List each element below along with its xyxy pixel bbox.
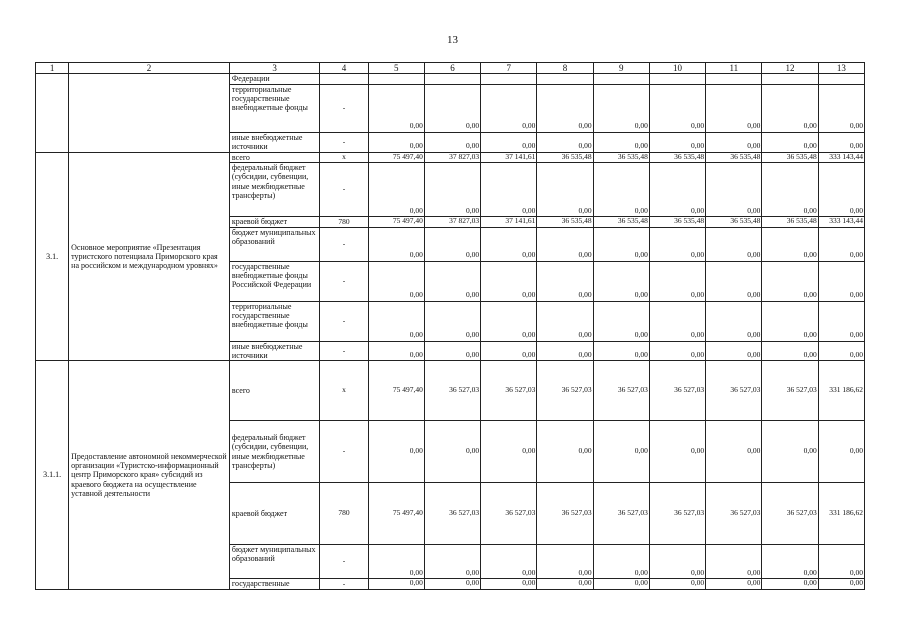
value-cell: 0,00: [424, 301, 480, 341]
value-cell: 0,00: [368, 301, 424, 341]
value-cell: 0,00: [537, 421, 593, 483]
source-cell: иные внебюджетные источники: [229, 341, 319, 360]
value-cell: 333 143,44: [818, 152, 864, 163]
header-cell: 9: [593, 63, 649, 74]
value-cell: 0,00: [818, 227, 864, 261]
value-cell: 0,00: [368, 341, 424, 360]
value-cell: 36 527,03: [424, 483, 480, 545]
value-cell: 0,00: [706, 301, 762, 341]
source-cell: бюджет муниципальных образований: [229, 227, 319, 261]
source-cell: всего: [229, 361, 319, 421]
section-number: 3.1.1.: [36, 361, 69, 590]
value-cell: 36 527,03: [424, 361, 480, 421]
value-cell: 36 527,03: [481, 483, 537, 545]
value-cell: 0,00: [762, 421, 818, 483]
value-cell: 37 141,61: [481, 217, 537, 228]
value-cell: 0,00: [649, 163, 705, 217]
value-cell: 0,00: [593, 84, 649, 132]
source-cell: всего: [229, 152, 319, 163]
code-cell: 780: [320, 217, 368, 228]
value-cell: 0,00: [818, 545, 864, 579]
code-cell: х: [320, 152, 368, 163]
value-cell: 0,00: [593, 132, 649, 152]
source-cell: краевой бюджет: [229, 483, 319, 545]
value-cell: 36 527,03: [537, 483, 593, 545]
value-cell: 0,00: [818, 421, 864, 483]
value-cell: 36 535,48: [762, 217, 818, 228]
value-cell: 0,00: [424, 163, 480, 217]
header-cell: 1: [36, 63, 69, 74]
code-cell: 780: [320, 483, 368, 545]
value-cell: [762, 74, 818, 84]
source-cell: краевой бюджет: [229, 217, 319, 228]
value-cell: 37 141,61: [481, 152, 537, 163]
code-cell: [320, 74, 368, 84]
value-cell: 0,00: [424, 421, 480, 483]
value-cell: 0,00: [537, 132, 593, 152]
value-cell: 36 527,03: [649, 361, 705, 421]
value-cell: 0,00: [649, 261, 705, 301]
value-cell: 0,00: [537, 301, 593, 341]
value-cell: 0,00: [481, 84, 537, 132]
value-cell: 0,00: [537, 84, 593, 132]
header-cell: 5: [368, 63, 424, 74]
value-cell: 0,00: [706, 84, 762, 132]
value-cell: 36 535,48: [593, 152, 649, 163]
value-cell: 0,00: [818, 163, 864, 217]
value-cell: 0,00: [762, 545, 818, 579]
code-cell: -: [320, 421, 368, 483]
value-cell: 0,00: [368, 545, 424, 579]
value-cell: 0,00: [593, 545, 649, 579]
source-cell: территориальные государственные внебюджетные фонды: [229, 84, 319, 132]
value-cell: 0,00: [481, 421, 537, 483]
value-cell: 37 827,03: [424, 152, 480, 163]
value-cell: 0,00: [818, 261, 864, 301]
value-cell: 0,00: [481, 132, 537, 152]
value-cell: 0,00: [818, 132, 864, 152]
source-cell: территориальные государственные внебюджетные фонды: [229, 301, 319, 341]
value-cell: 0,00: [368, 579, 424, 590]
value-cell: 0,00: [368, 227, 424, 261]
value-cell: 75 497,40: [368, 152, 424, 163]
value-cell: 0,00: [649, 341, 705, 360]
name-cell-empty: [69, 74, 230, 152]
header-cell: 12: [762, 63, 818, 74]
value-cell: 0,00: [649, 84, 705, 132]
code-cell: -: [320, 579, 368, 590]
number-cell-empty: [36, 74, 69, 152]
value-cell: 0,00: [424, 261, 480, 301]
value-cell: 0,00: [818, 301, 864, 341]
value-cell: 0,00: [818, 84, 864, 132]
table-row: [36, 152, 865, 163]
value-cell: 0,00: [762, 301, 818, 341]
code-cell: -: [320, 84, 368, 132]
value-cell: 0,00: [368, 421, 424, 483]
value-cell: 0,00: [368, 84, 424, 132]
value-cell: 0,00: [762, 163, 818, 217]
table-row: [36, 361, 865, 421]
code-cell: -: [320, 301, 368, 341]
value-cell: 36 527,03: [537, 361, 593, 421]
header-cell: 8: [537, 63, 593, 74]
value-cell: 0,00: [481, 341, 537, 360]
value-cell: 0,00: [818, 341, 864, 360]
value-cell: 0,00: [537, 261, 593, 301]
value-cell: 0,00: [706, 341, 762, 360]
value-cell: 0,00: [706, 545, 762, 579]
value-cell: 75 497,40: [368, 361, 424, 421]
header-cell: 11: [706, 63, 762, 74]
source-cell: государственные: [229, 579, 319, 590]
header-cell: 10: [649, 63, 705, 74]
value-cell: 0,00: [424, 84, 480, 132]
code-cell: -: [320, 163, 368, 217]
value-cell: 0,00: [649, 227, 705, 261]
value-cell: 0,00: [649, 545, 705, 579]
value-cell: 36 535,48: [649, 152, 705, 163]
value-cell: 0,00: [762, 579, 818, 590]
value-cell: [424, 74, 480, 84]
value-cell: 0,00: [762, 84, 818, 132]
value-cell: 0,00: [706, 163, 762, 217]
value-cell: 0,00: [368, 163, 424, 217]
value-cell: 0,00: [593, 163, 649, 217]
value-cell: 0,00: [593, 227, 649, 261]
header-cell: 7: [481, 63, 537, 74]
value-cell: 0,00: [649, 132, 705, 152]
header-cell: 2: [69, 63, 230, 74]
value-cell: 36 527,03: [706, 483, 762, 545]
value-cell: [481, 74, 537, 84]
value-cell: 0,00: [481, 227, 537, 261]
value-cell: 0,00: [424, 545, 480, 579]
value-cell: 36 535,48: [762, 152, 818, 163]
value-cell: [593, 74, 649, 84]
value-cell: 0,00: [593, 341, 649, 360]
value-cell: 331 186,62: [818, 483, 864, 545]
value-cell: 36 535,48: [706, 217, 762, 228]
value-cell: 0,00: [537, 579, 593, 590]
value-cell: [537, 74, 593, 84]
value-cell: 0,00: [481, 261, 537, 301]
value-cell: 37 827,03: [424, 217, 480, 228]
header-cell: 4: [320, 63, 368, 74]
value-cell: 0,00: [706, 579, 762, 590]
code-cell: -: [320, 545, 368, 579]
value-cell: 36 535,48: [649, 217, 705, 228]
value-cell: 36 527,03: [593, 483, 649, 545]
value-cell: 0,00: [481, 579, 537, 590]
value-cell: 0,00: [593, 421, 649, 483]
source-cell: Федерации: [229, 74, 319, 84]
value-cell: 0,00: [537, 227, 593, 261]
value-cell: 0,00: [649, 421, 705, 483]
value-cell: 36 535,48: [706, 152, 762, 163]
code-cell: -: [320, 341, 368, 360]
value-cell: 0,00: [593, 301, 649, 341]
value-cell: 36 527,03: [649, 483, 705, 545]
value-cell: 331 186,62: [818, 361, 864, 421]
source-cell: государственные внебюджетные фонды Российской Федерации: [229, 261, 319, 301]
header-cell: 6: [424, 63, 480, 74]
page-number: 13: [447, 34, 458, 46]
value-cell: 0,00: [649, 579, 705, 590]
value-cell: 0,00: [424, 132, 480, 152]
value-cell: 0,00: [762, 132, 818, 152]
value-cell: 36 527,03: [762, 483, 818, 545]
budget-table: [35, 62, 865, 590]
value-cell: 0,00: [706, 227, 762, 261]
value-cell: [706, 74, 762, 84]
value-cell: 75 497,40: [368, 217, 424, 228]
value-cell: 36 527,03: [593, 361, 649, 421]
value-cell: 36 527,03: [481, 361, 537, 421]
value-cell: [818, 74, 864, 84]
source-cell: федеральный бюджет (субсидии, субвенции, иные межбюджетные трансферты): [229, 421, 319, 483]
value-cell: 0,00: [537, 341, 593, 360]
source-cell: бюджет муниципальных образований: [229, 545, 319, 579]
value-cell: 0,00: [818, 579, 864, 590]
value-cell: 0,00: [762, 227, 818, 261]
value-cell: 0,00: [368, 132, 424, 152]
value-cell: [368, 74, 424, 84]
value-cell: 36 535,48: [537, 217, 593, 228]
value-cell: 36 527,03: [706, 361, 762, 421]
value-cell: 0,00: [706, 421, 762, 483]
section-number: 3.1.: [36, 152, 69, 361]
value-cell: 0,00: [537, 545, 593, 579]
value-cell: 0,00: [762, 341, 818, 360]
source-cell: федеральный бюджет (субсидии, субвенции, иные межбюджетные трансферты): [229, 163, 319, 217]
value-cell: 0,00: [593, 579, 649, 590]
value-cell: 0,00: [424, 227, 480, 261]
value-cell: 0,00: [706, 132, 762, 152]
code-cell: -: [320, 227, 368, 261]
section-name: Предоставление автономной некоммерческой организации «Туристско-информационный центр Приморского края» субсидий из краевого бюджета на осуществление уставной деятельности: [69, 361, 230, 590]
header-row: [36, 63, 865, 74]
value-cell: 0,00: [649, 301, 705, 341]
value-cell: 36 535,48: [537, 152, 593, 163]
value-cell: 36 535,48: [593, 217, 649, 228]
code-cell: х: [320, 361, 368, 421]
value-cell: 0,00: [368, 261, 424, 301]
value-cell: 0,00: [481, 545, 537, 579]
value-cell: 0,00: [762, 261, 818, 301]
value-cell: 0,00: [593, 261, 649, 301]
value-cell: [649, 74, 705, 84]
value-cell: 75 497,40: [368, 483, 424, 545]
section-name: Основное мероприятие «Презентация туристского потенциала Приморского края на российском и международном уровнях»: [69, 152, 230, 361]
value-cell: 333 143,44: [818, 217, 864, 228]
value-cell: 0,00: [424, 341, 480, 360]
header-cell: 3: [229, 63, 319, 74]
header-cell: 13: [818, 63, 864, 74]
table-row: [36, 74, 865, 84]
value-cell: 0,00: [706, 261, 762, 301]
value-cell: 36 527,03: [762, 361, 818, 421]
source-cell: иные внебюджетные источники: [229, 132, 319, 152]
value-cell: 0,00: [481, 301, 537, 341]
value-cell: 0,00: [537, 163, 593, 217]
code-cell: -: [320, 261, 368, 301]
value-cell: 0,00: [424, 579, 480, 590]
code-cell: -: [320, 132, 368, 152]
value-cell: 0,00: [481, 163, 537, 217]
